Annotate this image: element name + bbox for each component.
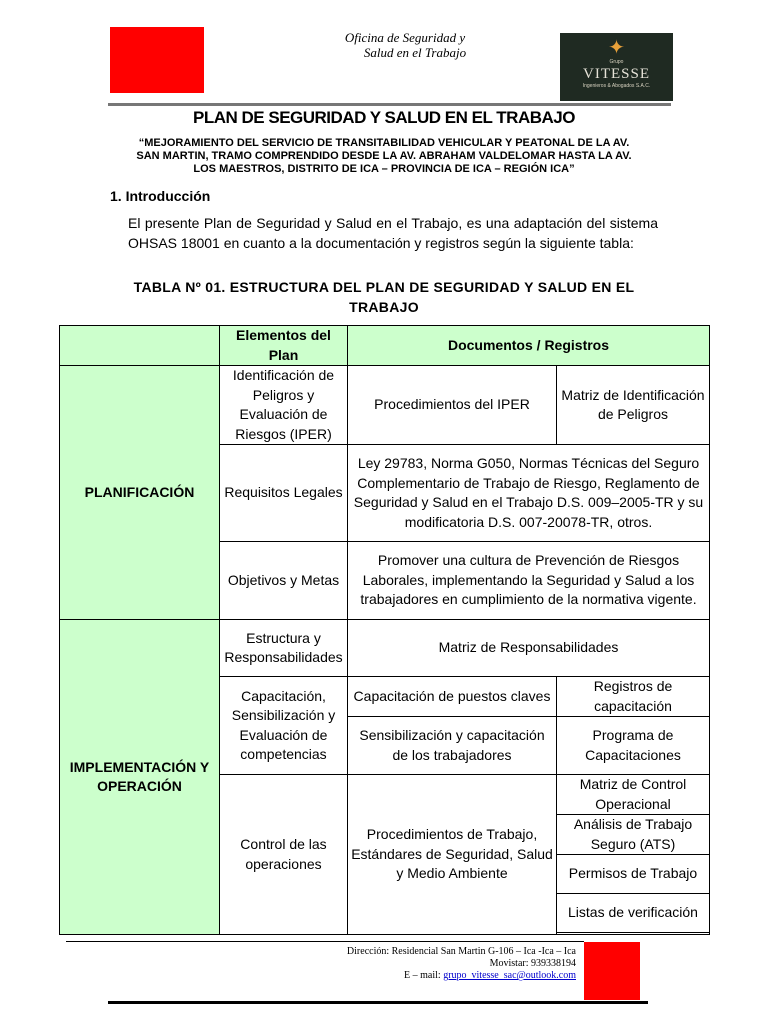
footer-red-block: [584, 942, 640, 1000]
element-goals: Objetivos y Metas: [220, 542, 348, 620]
eagle-icon: ✦: [608, 37, 625, 59]
footer-contact: [250, 946, 576, 982]
footer-email-link[interactable]: grupo_vitesse_sac@outlook.com: [443, 970, 576, 981]
vitesse-logo: [560, 33, 673, 101]
header-blank-cell: [60, 326, 220, 366]
plan-structure-table: [59, 325, 710, 935]
logo-word: VITESSE: [583, 66, 650, 82]
subtitle-line: “MEJORAMIENTO DEL SERVICIO DE TRANSITABILIDAD VEHICULAR Y PEATONAL DE LA AV.: [138, 137, 630, 149]
subtitle-line: LOS MAESTROS, DISTRITO DE ICA – PROVINCIA DE ICA – REGIÓN ICA”: [193, 163, 575, 175]
doc-goals: Promover una cultura de Prevención de Riesgos Laborales, implementando la Seguridad y Salud a los trabajadores en cumplimiento de la normativa vigente.: [348, 542, 710, 620]
logo-tagline: Ingenieros & Abogados S.A.C.: [582, 83, 651, 89]
intro-paragraph: El presente Plan de Seguridad y Salud en el Trabajo, es una adaptación del sistema OHSAS 18001 en cuanto a la documentación y registros según la siguiente tabla:: [128, 215, 658, 251]
reg-training-2: Programa de Capacitaciones: [557, 717, 710, 775]
element-control: Control de las operaciones: [220, 775, 348, 935]
reg-training-1: Registros de capacitación: [557, 677, 710, 717]
doc-legal: Ley 29783, Norma G050, Normas Técnicas del Seguro Complementario de Trabajo de Riesgo, Reglamento de Seguridad y Salud en el Trabajo D.S. 009–2005-TR y su modificatoria D.S. 007-20078-TR, otros.: [348, 445, 710, 542]
reg-control-4: Listas de verificación: [557, 894, 710, 933]
element-legal: Requisitos Legales: [220, 445, 348, 542]
office-line-2: Salud en el Trabajo: [363, 45, 467, 60]
footer-bottom-rule: [108, 1001, 648, 1004]
logo-top-text: Grupo: [609, 59, 624, 65]
doc-iper: Procedimientos del IPER: [348, 366, 557, 445]
header-red-block: [110, 27, 204, 93]
section-heading: 1. Introducción: [110, 188, 211, 204]
doc-training-1: Capacitación de puestos claves: [348, 677, 557, 717]
phase-planificacion: PLANIFICACIÓN: [60, 366, 220, 620]
element-responsibilities: Estructura y Responsabilidades: [220, 620, 348, 677]
doc-training-2: Sensibilización y capacitación de los trabajadores: [348, 717, 557, 775]
header-divider: [108, 103, 671, 106]
footer-email-row: [250, 970, 576, 982]
phase-implementacion: IMPLEMENTACIÓN Y OPERACIÓN: [60, 620, 220, 935]
reg-control-1: Matriz de Control Operacional: [557, 775, 710, 815]
footer-divider: [66, 941, 584, 942]
reg-iper: Matriz de Identificación de Peligros: [557, 366, 710, 445]
footer-address: Dirección: Residencial San Martin G-106 – Ica -Ica – Ica: [346, 946, 576, 957]
footer-phone: Movistar: 939338194: [489, 958, 576, 969]
table-spacer-cell: [557, 933, 710, 935]
element-iper: Identificación de Peligros y Evaluación de Riesgos (IPER): [220, 366, 348, 445]
subtitle-line: SAN MARTIN, TRAMO COMPRENDIDO DESDE LA AV. ABRAHAM VALDELOMAR HASTA LA AV.: [136, 150, 632, 162]
project-subtitle: [110, 137, 658, 176]
col-header-documents: Documentos / Registros: [348, 326, 710, 366]
table-title: [110, 277, 658, 317]
office-line-1: Oficina de Seguridad y: [344, 30, 466, 45]
footer-email-label: E – mail:: [404, 970, 444, 981]
reg-control-2: Análisis de Trabajo Seguro (ATS): [557, 815, 710, 855]
element-training: Capacitación, Sensibilización y Evaluación de competencias: [220, 677, 348, 775]
header-office-name: [300, 30, 510, 60]
document-title: PLAN DE SEGURIDAD Y SALUD EN EL TRABAJO: [193, 108, 575, 127]
table-title-line: TABLA Nº 01. ESTRUCTURA DEL PLAN DE SEGURIDAD Y SALUD EN EL: [133, 279, 635, 295]
reg-control-3: Permisos de Trabajo: [557, 855, 710, 894]
table-title-line: TRABAJO: [349, 299, 419, 315]
col-header-elements: Elementos del Plan: [220, 326, 348, 366]
doc-responsibilities: Matriz de Responsabilidades: [348, 620, 710, 677]
doc-control: Procedimientos de Trabajo, Estándares de Seguridad, Salud y Medio Ambiente: [348, 775, 557, 935]
